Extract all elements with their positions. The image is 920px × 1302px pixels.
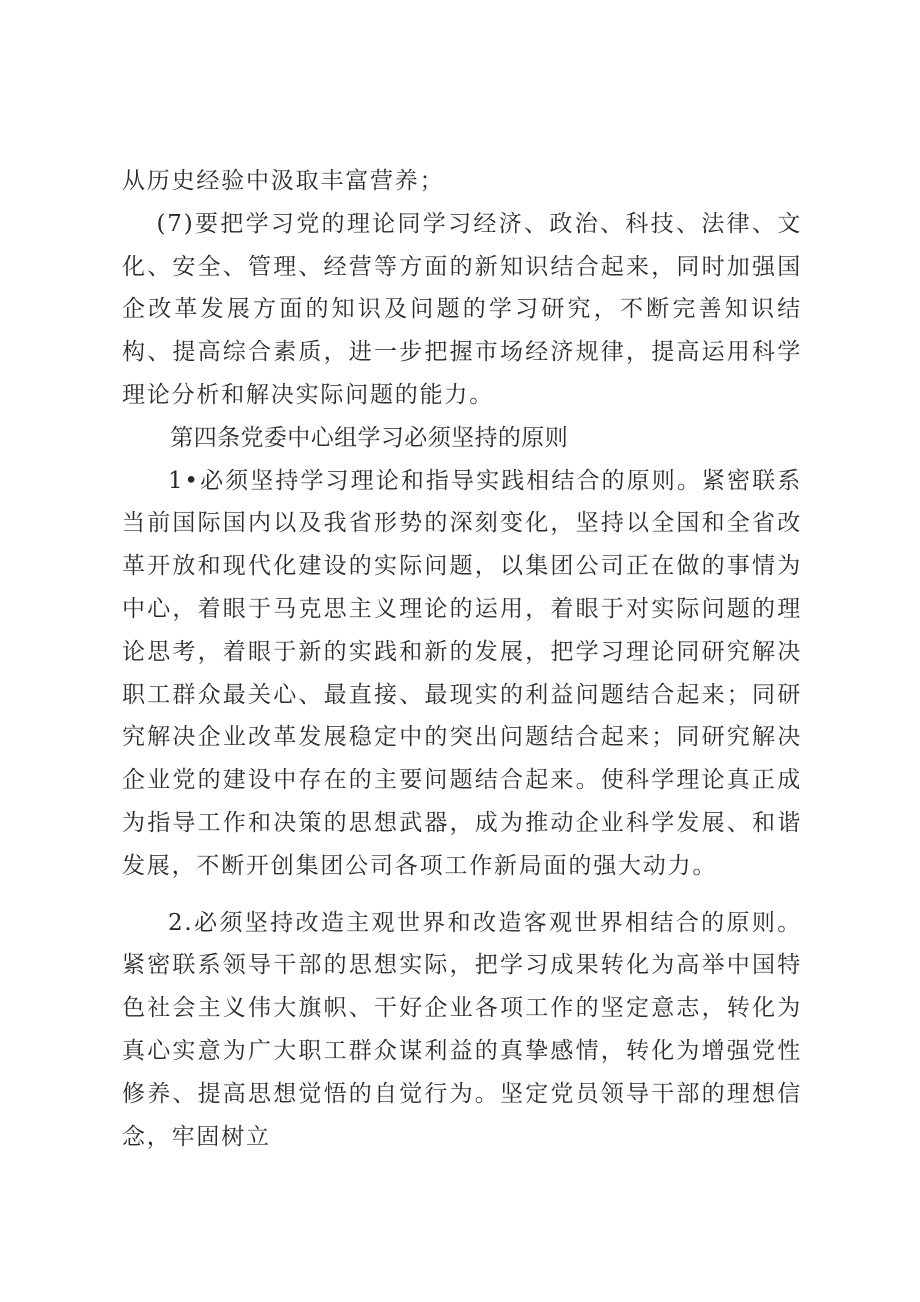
paragraph-principle-2: 2.必须坚持改造主观世界和改造客观世界相结合的原则。紧密联系领导干部的思想实际，把学习成果转化为高举中国特色社会主义伟大旗帜、干好企业各项工作的坚定意志，转化为真心实意为广大职工群众谋利益的真挚感情，转化为增强党性修养、提高思想觉悟的自觉行为。坚定党员领导干部的理想信念，牢固树立 (122, 909, 802, 1150)
paragraph-continuation: 从历史经验中汲取丰富营养； (122, 168, 445, 194)
document-body (122, 160, 802, 1158)
paragraph-principle-1: 1•必须坚持学习理论和指导实践相结合的原则。紧密联系当前国际国内以及我省形势的深刻变化，坚持以全国和全省改革开放和现代化建设的实际问题，以集团公司正在做的事情为中心，着眼于马克思主义理论的运用，着眼于对实际问题的理论思考，着眼于新的实践和新的发展，把学习理论同研究解决职工群众最关心、最直接、最现实的利益问题结合起来；同研究解决企业改革发展稳定中的突出问题结合起来；同研究解决企业党的建设中存在的主要问题结合起来。使科学理论真正成为指导工作和决策的思想武器，成为推动企业科学发展、和谐发展，不断开创集团公司各项工作新局面的强大动力。 (122, 467, 802, 879)
paragraph-spacer (122, 888, 802, 902)
article-heading: 第四条党委中心组学习必须坚持的原则 (170, 424, 569, 451)
paragraph-item-7: (7)要把学习党的理论同学习经济、政治、科技、法律、文化、安全、管理、经营等方面的新知识结合起来，同时加强国企改革发展方面的知识及问题的学习研究，不断完善知识结构、提高综合素质，进一步把握市场经济规律，提高运用科学理论分析和解决实际问题的能力。 (122, 210, 802, 408)
